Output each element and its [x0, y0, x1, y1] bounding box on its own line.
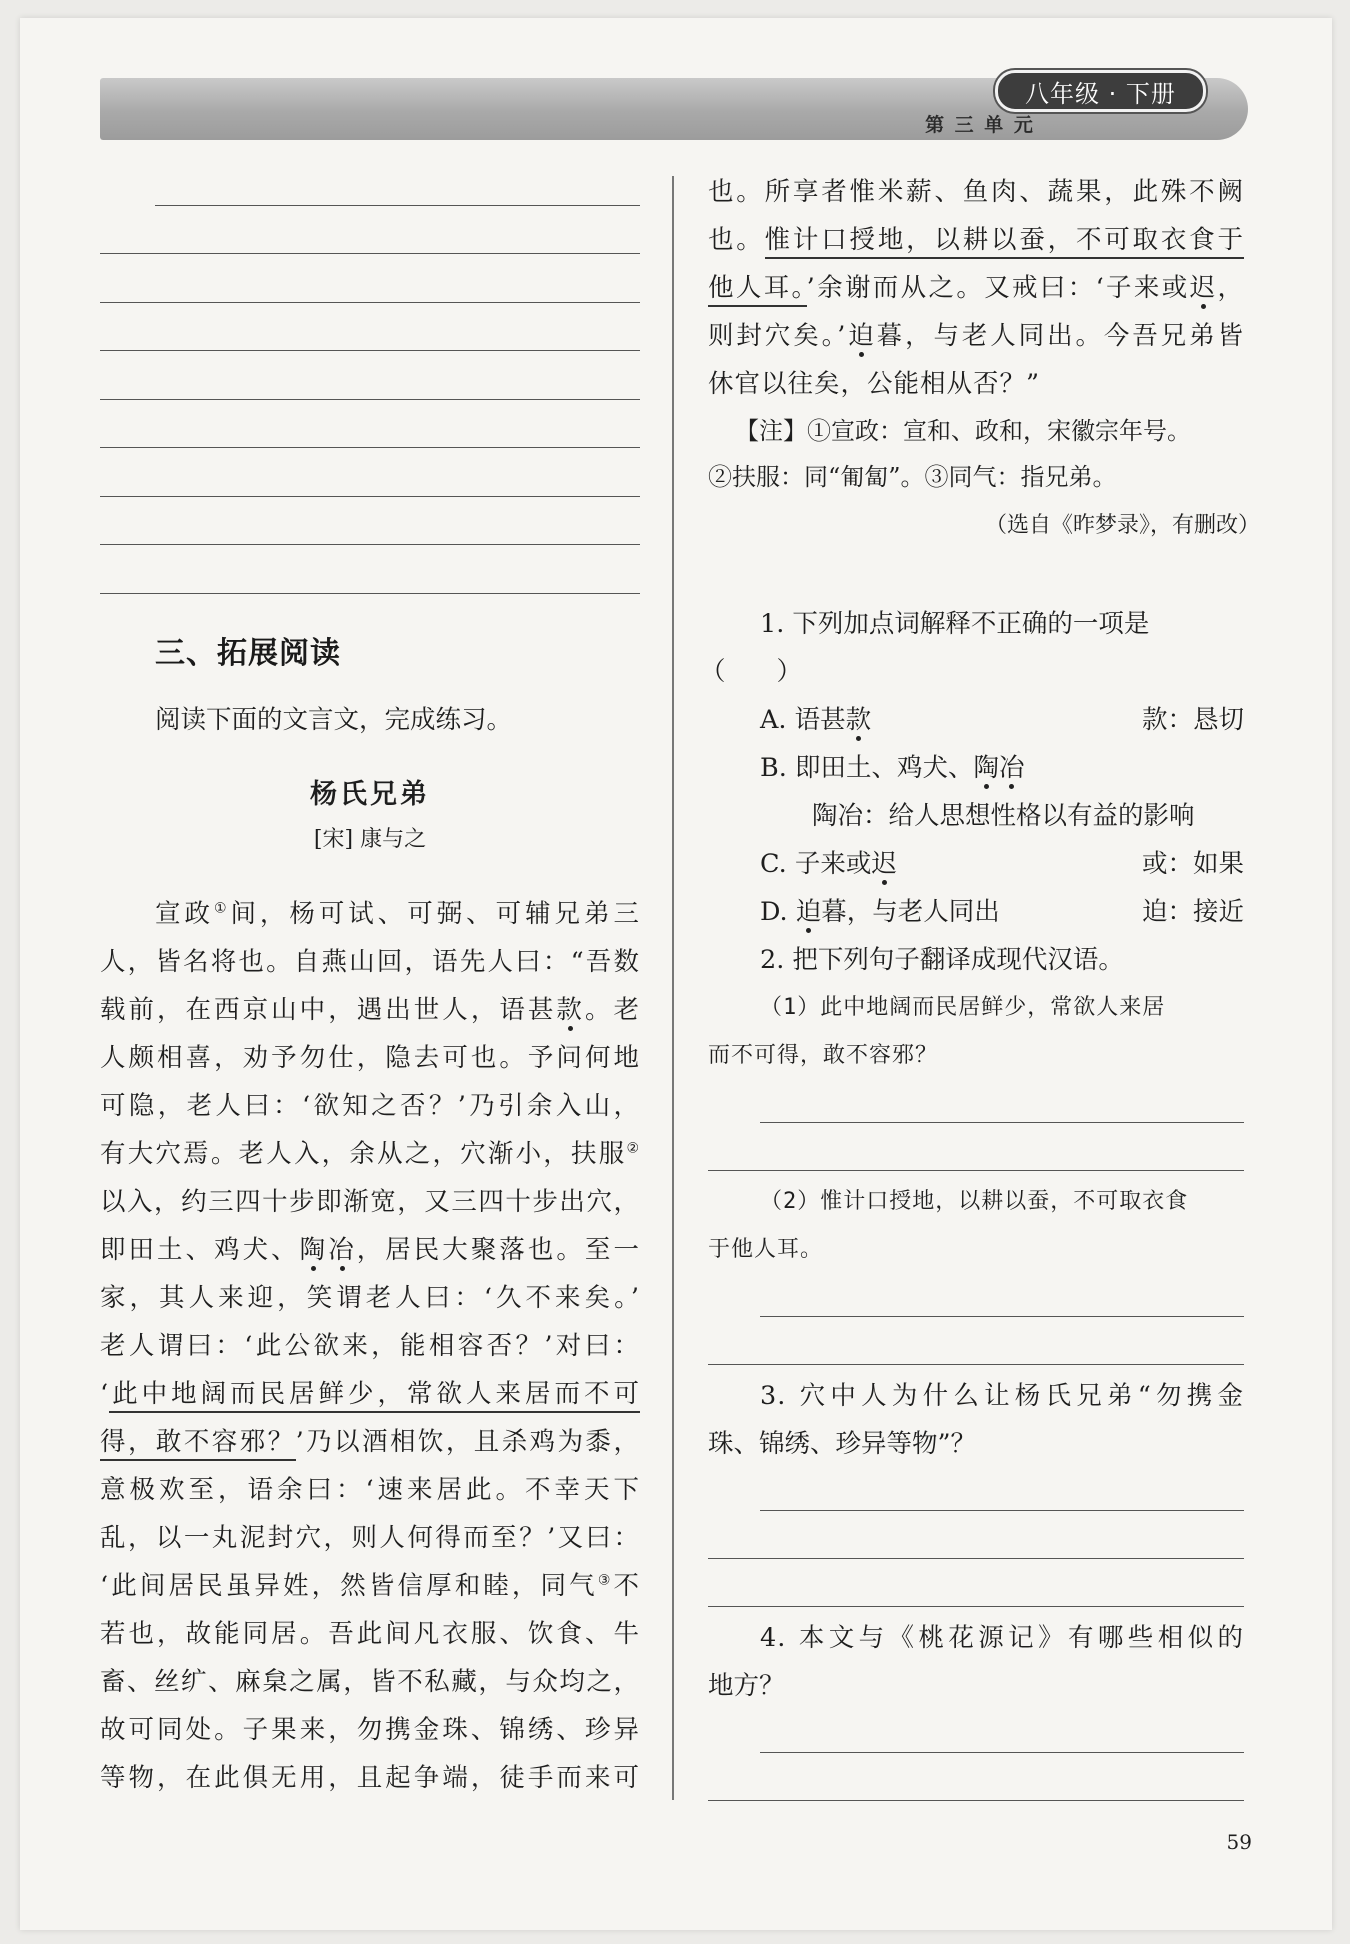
question-3-line-2: 珠、锦绣、珍异等物”？: [708, 1429, 977, 1459]
text-line: 乱，以一丸泥封穴，则人何得而至？’又曰：: [100, 1523, 640, 1553]
text-line: 载前，在西京山中，遇出世人，语甚款。老: [100, 995, 640, 1025]
note-line: 【注】①宣政：宣和、政和，宋徽宗年号。: [735, 417, 1191, 445]
section-heading: 三、拓展阅读: [155, 636, 341, 671]
text-line: ‘此间居民虽异姓，然皆信厚和睦，同气③不: [100, 1571, 641, 1601]
option-a[interactable]: A. 语甚款 款：恳切: [760, 705, 1244, 735]
answer-paren[interactable]: （ ）: [700, 657, 803, 687]
note-line: ②扶服：同“匍匐”。③同气：指兄弟。: [708, 463, 1117, 491]
answer-line[interactable]: [100, 399, 640, 400]
page-number: 59: [1226, 1830, 1252, 1854]
question-4-line: 4. 本文与《桃花源记》有哪些相似的: [760, 1623, 1244, 1653]
question-3-line: 3. 穴中人为什么让杨氏兄弟“勿携金: [760, 1381, 1244, 1411]
answer-line[interactable]: [100, 350, 640, 351]
text-title: 杨氏兄弟: [310, 779, 430, 810]
source-citation: （选自《昨梦录》，有删改）: [984, 513, 1260, 538]
column-divider: [672, 176, 674, 1800]
text-line: 若也，故能同居。吾此间凡衣服、饮食、牛: [100, 1619, 640, 1649]
text-line: 也。所享者惟米薪、鱼肉、蔬果，此殊不阙: [708, 177, 1244, 207]
text-line: 人颇相喜，劝予勿仕，隐去可也。予问何地: [100, 1043, 640, 1073]
text-line: 意极欢至，语余曰：‘速来居此。不幸天下: [100, 1475, 640, 1505]
text-line: 休官以往矣，公能相从否？”: [708, 369, 1041, 399]
option-b[interactable]: B. 即田土、鸡犬、陶冶: [760, 753, 1025, 783]
answer-line[interactable]: [708, 1800, 1244, 1801]
answer-line[interactable]: [100, 253, 640, 254]
text-line: 等物，在此俱无用，且起争端，徒手而来可: [100, 1763, 640, 1793]
text-line: 即田土、鸡犬、陶冶，居民大聚落也。至一: [100, 1235, 640, 1265]
question-2-sub-1: （1）此中地阔而民居鲜少，常欲人来居: [760, 995, 1166, 1020]
answer-line[interactable]: [760, 1510, 1244, 1511]
text-line: 得，敢不容邪？’乃以酒相饮，且杀鸡为黍，: [100, 1418, 640, 1466]
answer-line[interactable]: [708, 1606, 1244, 1607]
option-d[interactable]: D. 迫暮，与老人同出 迫：接近: [760, 897, 1244, 927]
text-line: 人，皆名将也。自燕山回，语先人曰：“吾数: [100, 947, 640, 977]
text-line: ‘此中地阔而民居鲜少，常欲人来居而不可: [100, 1370, 640, 1418]
text-line: 则封穴矣。’迫暮，与老人同出。今吾兄弟皆: [708, 321, 1244, 351]
text-line: 可隐，老人曰：‘欲知之否？’乃引余入山，: [100, 1091, 640, 1121]
text-line: 老人谓曰：‘此公欲来，能相容否？’对曰：: [100, 1331, 640, 1361]
answer-line[interactable]: [155, 205, 640, 206]
text-line: 有大穴焉。老人入，余从之，穴渐小，扶服②: [100, 1139, 640, 1169]
option-c[interactable]: C. 子来或迟 或：如果: [760, 849, 1244, 879]
answer-line[interactable]: [100, 593, 640, 594]
answer-line[interactable]: [100, 302, 640, 303]
answer-line[interactable]: [100, 496, 640, 497]
text-line: 也。惟计口授地，以耕以蚕，不可取衣食于: [708, 216, 1244, 264]
answer-line[interactable]: [760, 1752, 1244, 1753]
answer-line[interactable]: [708, 1364, 1244, 1365]
unit-label: 第 三 单 元: [925, 114, 1035, 136]
text-line: 宣政①间，杨可试、可弼、可辅兄弟三: [155, 899, 640, 929]
text-author: [宋] 康与之: [313, 827, 427, 852]
answer-line[interactable]: [100, 447, 640, 448]
text-line: 故可同处。子果来，勿携金珠、锦绣、珍异: [100, 1715, 640, 1745]
text-line: 畜、丝纩、麻枲之属，皆不私藏，与众均之，: [100, 1667, 640, 1697]
answer-line[interactable]: [760, 1316, 1244, 1317]
question-2-sub-2-cont: 于他人耳。: [708, 1237, 824, 1262]
text-line: 家，其人来迎，笑谓老人曰：‘久不来矣。’: [100, 1283, 640, 1313]
answer-line[interactable]: [100, 544, 640, 545]
answer-line[interactable]: [708, 1170, 1244, 1171]
option-b-explanation: 陶冶：给人思想性格以有益的影响: [812, 801, 1195, 831]
question-2-stem: 2. 把下列句子翻译成现代汉语。: [760, 945, 1124, 975]
question-2-sub-1-cont: 而不可得，敢不容邪？: [708, 1043, 939, 1068]
answer-line[interactable]: [708, 1558, 1244, 1559]
question-2-sub-2: （2）惟计口授地，以耕以蚕，不可取衣食: [760, 1189, 1189, 1214]
question-4-line-2: 地方？: [708, 1671, 785, 1701]
question-1-stem: 1. 下列加点词解释不正确的一项是: [760, 609, 1150, 639]
answer-line[interactable]: [760, 1122, 1244, 1123]
text-line: 以入，约三四十步即渐宽，又三四十步出穴，: [100, 1187, 640, 1217]
text-line: 他人耳。’余谢而从之。又戒曰：‘子来或迟，: [708, 264, 1244, 312]
grade-tab: 八年级 · 下册: [995, 70, 1206, 112]
instruction: 阅读下面的文言文，完成练习。: [155, 705, 513, 735]
